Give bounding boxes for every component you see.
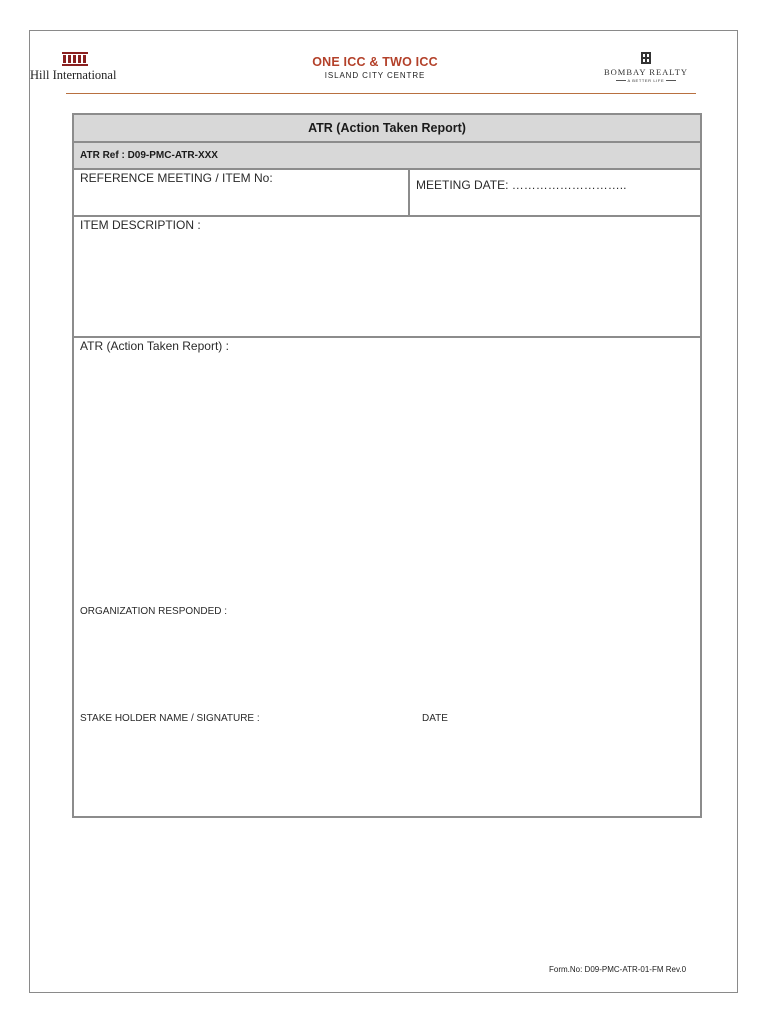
date-label: DATE	[422, 713, 448, 724]
hill-logo-mark-icon	[62, 52, 88, 66]
bombay-realty-mark-icon	[641, 52, 651, 64]
project-subtitle: ISLAND CITY CENTRE	[324, 71, 426, 80]
bombay-realty-name: BOMBAY REALTY	[603, 67, 689, 77]
form-title: ATR (Action Taken Report)	[74, 115, 700, 143]
project-heading	[250, 55, 500, 80]
item-description-cell[interactable]	[74, 217, 700, 338]
form-number: Form.No: D09-PMC-ATR-01-FM Rev.0	[549, 965, 687, 974]
meeting-row	[74, 170, 700, 217]
organization-responded-label: ORGANIZATION RESPONDED :	[80, 606, 228, 617]
bombay-realty-logo	[596, 52, 696, 88]
item-description-label: ITEM DESCRIPTION :	[80, 218, 201, 232]
atr-ref: ATR Ref : D09-PMC-ATR-XXX	[74, 143, 700, 170]
bombay-realty-tagline-row	[596, 78, 696, 83]
stakeholder-signature-label: STAKE HOLDER NAME / SIGNATURE :	[80, 713, 260, 724]
project-title: ONE ICC & TWO ICC	[312, 55, 438, 69]
bombay-realty-tagline: A BETTER LIFE	[627, 78, 665, 83]
atr-form-table	[72, 113, 702, 818]
hill-international-logo	[30, 50, 130, 84]
meeting-date-cell[interactable]	[410, 170, 700, 215]
atr-label: ATR (Action Taken Report) :	[80, 339, 229, 353]
reference-meeting-label: REFERENCE MEETING / ITEM No:	[80, 171, 273, 185]
reference-meeting-cell[interactable]	[74, 170, 410, 215]
hill-logo-text: Hill International	[30, 68, 117, 82]
atr-body-cell[interactable]	[74, 338, 700, 816]
header-divider	[66, 93, 696, 94]
meeting-date-label: MEETING DATE: ………………………..	[416, 178, 627, 192]
